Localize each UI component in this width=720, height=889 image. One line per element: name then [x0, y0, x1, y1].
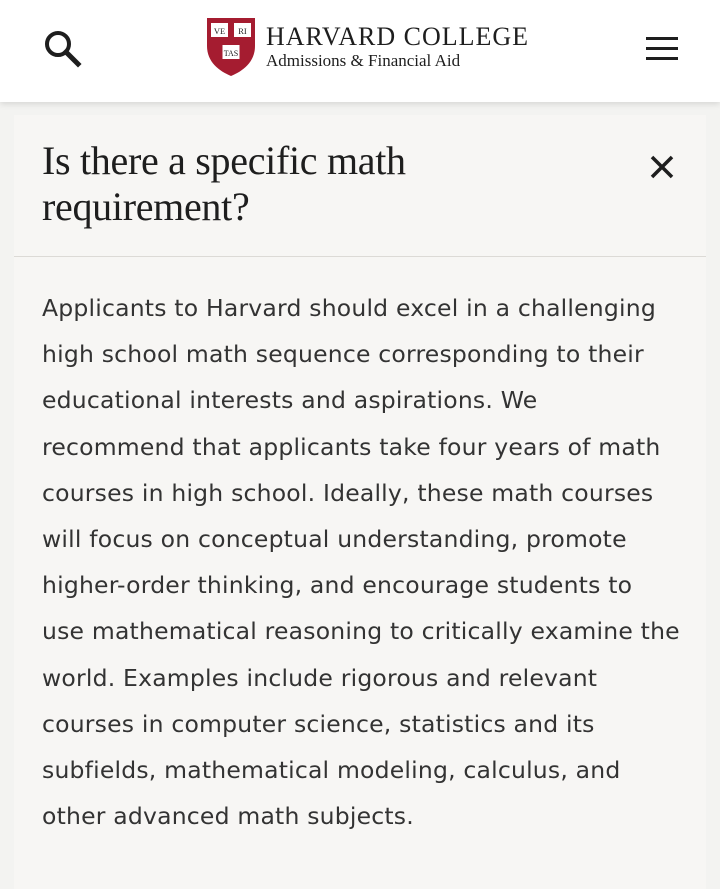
- faq-question: Is there a specific math requirement?: [42, 138, 406, 229]
- faq-accordion-item: [14, 115, 706, 889]
- close-button[interactable]: [642, 147, 682, 187]
- faq-question-header[interactable]: [14, 115, 706, 257]
- logo-title: HARVARD COLLEGE: [266, 22, 530, 51]
- logo-wordmark: [266, 23, 529, 71]
- site-header: [0, 0, 720, 102]
- harvard-shield-icon: [205, 16, 257, 78]
- shield-text-tas: TAS: [223, 49, 239, 58]
- close-icon: [648, 153, 676, 181]
- faq-answer: Applicants to Harvard should excel in a challenging high school math sequence corresponding to their educational interests and aspirations. We recommend that applicants take four years of math courses in high school. Ideally, these math courses will focus on conceptual understanding, promote higher-order thinking, and encourage students to use mathematical reasoning to critically examine the world. Examples include rigorous and relevant courses in computer science, statistics and its subfields, mathematical modeling, calculus, and other advanced math subjects.: [42, 294, 680, 831]
- logo-subtitle: Admissions & Financial Aid: [266, 51, 461, 70]
- hamburger-menu-icon: [646, 33, 678, 63]
- search-button[interactable]: [40, 28, 84, 68]
- shield-text-ve: VE: [213, 26, 226, 36]
- harvard-college-logo[interactable]: [205, 16, 529, 78]
- shield-text-ri: RI: [238, 26, 247, 36]
- search-icon: [42, 28, 82, 68]
- menu-button[interactable]: [640, 30, 684, 66]
